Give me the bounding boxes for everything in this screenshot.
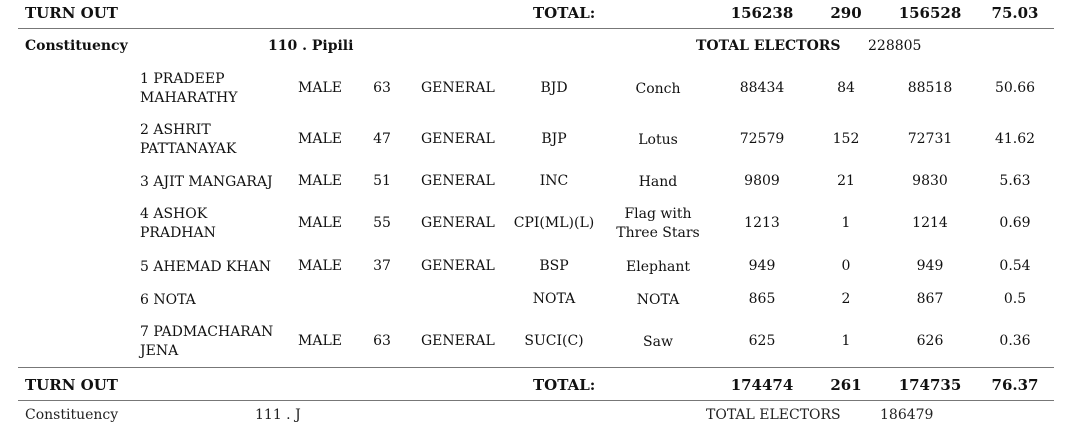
candidate-name-line1: 3 AJIT MANGARAJ (140, 174, 273, 190)
candidate-evm: 865 (748, 291, 776, 307)
candidate-name (140, 70, 237, 108)
bottom-total-label: TOTAL: (533, 376, 596, 394)
candidate-symbol-line2: Three Stars (616, 225, 700, 241)
candidate-name-line1: 7 PADMACHARAN (140, 324, 274, 340)
divider-top (18, 28, 1054, 29)
bottom-postal-votes: 261 (830, 376, 862, 394)
candidate-postal: 0 (841, 258, 851, 274)
candidate-name (140, 258, 271, 277)
candidate-party: BJD (540, 80, 568, 96)
candidate-category: GENERAL (421, 258, 495, 274)
candidate-symbol (603, 173, 713, 192)
candidate-percent: 0.36 (999, 333, 1031, 349)
candidate-evm: 1213 (744, 215, 780, 231)
candidate-total: 72731 (907, 131, 953, 147)
top-total-votes: 156528 (898, 4, 962, 22)
candidate-sex: MALE (298, 80, 342, 96)
candidate-age: 51 (373, 173, 391, 189)
top-evm-votes: 156238 (730, 4, 794, 22)
top-turnout-label: TURN OUT (25, 4, 118, 22)
total-electors-value: 228805 (868, 38, 922, 54)
candidate-postal: 1 (841, 215, 851, 231)
candidate-total: 949 (916, 258, 944, 274)
candidate-name-line1: 2 ASHRIT (140, 122, 211, 138)
candidate-category: GENERAL (421, 215, 495, 231)
candidate-percent: 41.62 (994, 131, 1036, 147)
next-electors-value: 186479 (880, 407, 934, 423)
candidate-symbol (603, 131, 713, 150)
candidate-category: GENERAL (421, 173, 495, 189)
candidate-party: BSP (539, 258, 569, 274)
candidate-party: NOTA (532, 291, 576, 307)
candidate-percent: 0.54 (999, 258, 1031, 274)
candidate-name (140, 173, 273, 192)
candidate-age: 63 (373, 80, 391, 96)
candidate-sex: MALE (298, 173, 342, 189)
candidate-total: 88518 (907, 80, 953, 96)
candidate-symbol-line1: NOTA (636, 292, 680, 308)
candidate-evm: 949 (748, 258, 776, 274)
candidate-name (140, 121, 236, 159)
candidate-name-line1: 5 AHEMAD KHAN (140, 259, 272, 275)
top-postal-votes: 290 (830, 4, 862, 22)
candidate-symbol-line1: Elephant (626, 259, 690, 275)
candidate-evm: 72579 (739, 131, 785, 147)
candidate-party: SUCI(C) (524, 333, 584, 349)
candidate-total: 1214 (912, 215, 948, 231)
top-percent: 75.03 (991, 4, 1039, 22)
candidate-evm: 9809 (744, 173, 780, 189)
candidate-sex: MALE (298, 333, 342, 349)
candidate-symbol-line1: Lotus (638, 132, 678, 148)
candidate-name-line2: PRADHAN (140, 225, 216, 241)
next-electors-label: TOTAL ELECTORS (706, 407, 841, 423)
candidate-age: 37 (373, 258, 391, 274)
candidate-symbol-line1: Conch (635, 81, 681, 97)
candidate-name-line2: JENA (140, 343, 179, 359)
candidate-name-line2: MAHARATHY (140, 90, 238, 106)
candidate-total: 9830 (912, 173, 948, 189)
candidate-percent: 0.69 (999, 215, 1031, 231)
bottom-evm-votes: 174474 (730, 376, 794, 394)
candidate-total: 867 (916, 291, 944, 307)
candidate-total: 626 (916, 333, 944, 349)
top-total-label: TOTAL: (533, 4, 596, 22)
next-constituency-name: 111 . J (255, 407, 301, 423)
candidate-category: GENERAL (421, 80, 495, 96)
constituency-name: 110 . Pipili (268, 38, 354, 54)
candidate-name (140, 323, 273, 361)
candidate-symbol (603, 333, 713, 352)
candidate-evm: 88434 (739, 80, 785, 96)
candidate-percent: 5.63 (999, 173, 1031, 189)
candidate-name-line1: 4 ASHOK (140, 206, 208, 222)
candidate-symbol (603, 258, 713, 277)
constituency-label: Constituency (25, 38, 128, 54)
candidate-symbol-line1: Hand (638, 174, 678, 190)
candidate-name-line1: 6 NOTA (140, 292, 196, 308)
candidate-postal: 21 (837, 173, 855, 189)
candidate-sex: MALE (298, 215, 342, 231)
candidate-symbol-line1: Flag with (624, 206, 692, 222)
candidate-age: 47 (373, 131, 391, 147)
total-electors-label: TOTAL ELECTORS (696, 38, 841, 54)
candidate-symbol (603, 205, 713, 243)
divider-bottom (18, 367, 1054, 368)
candidate-sex: MALE (298, 131, 342, 147)
candidate-symbol-line1: Saw (643, 334, 673, 350)
candidate-name-line2: PATTANAYAK (140, 141, 237, 157)
bottom-total-votes: 174735 (898, 376, 962, 394)
candidate-category: GENERAL (421, 333, 495, 349)
candidate-percent: 50.66 (994, 80, 1036, 96)
candidate-category: GENERAL (421, 131, 495, 147)
candidate-postal: 152 (832, 131, 860, 147)
candidate-percent: 0.5 (1003, 291, 1027, 307)
bottom-percent: 76.37 (991, 376, 1039, 394)
candidate-symbol (603, 291, 713, 310)
divider-last (18, 400, 1054, 401)
candidate-name (140, 205, 216, 243)
candidate-symbol (603, 80, 713, 99)
candidate-postal: 1 (841, 333, 851, 349)
bottom-turnout-label: TURN OUT (25, 376, 118, 394)
candidate-party: BJP (541, 131, 567, 147)
candidate-name (140, 291, 196, 310)
candidate-name-line1: 1 PRADEEP (140, 71, 225, 87)
candidate-age: 55 (373, 215, 391, 231)
candidate-postal: 2 (841, 291, 851, 307)
candidate-party: INC (539, 173, 569, 189)
candidate-party: CPI(ML)(L) (513, 215, 595, 231)
next-constituency-label: Constituency (25, 407, 119, 423)
candidate-postal: 84 (837, 80, 855, 96)
candidate-age: 63 (373, 333, 391, 349)
candidate-sex: MALE (298, 258, 342, 274)
candidate-evm: 625 (748, 333, 776, 349)
